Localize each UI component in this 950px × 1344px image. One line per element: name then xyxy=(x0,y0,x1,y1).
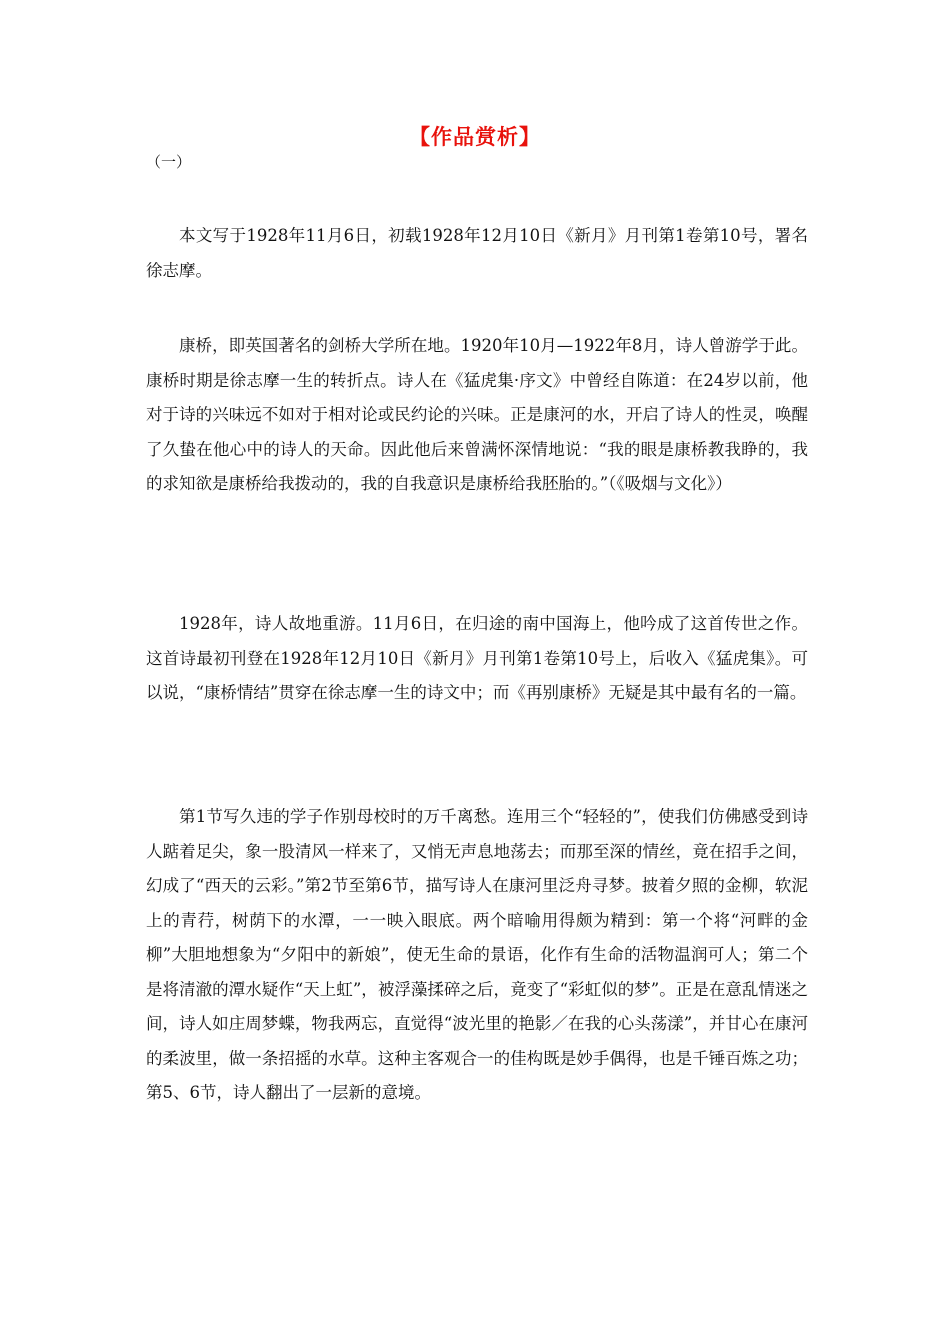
paragraph: 1928年，诗人故地重游。11月6日，在归途的南中国海上，他吟成了这首传世之作。这首诗最初刊登在1928年12月10日《新月》月刊第1卷第10号上，后收入《猛虎集》。可以说，“康桥情结”贯穿在徐志摩一生的诗文中；而《再别康桥》无疑是其中最有名的一篇。 xyxy=(146,614,808,702)
paragraph: 第1节写久违的学子作别母校时的万千离愁。连用三个“轻轻的”，使我们仿佛感受到诗人踮着足尖，象一股清风一样来了，又悄无声息地荡去；而那至深的情丝，竟在招手之间，幻成了“西天的云彩。”第2节至第6节，描写诗人在康河里泛舟寻梦。披着夕照的金柳，软泥上的青荇，树荫下的水潭，一一映入眼底。两个暗喻用得颇为精到：第一个将“河畔的金柳”大胆地想象为“夕阳中的新娘”，使无生命的景语，化作有生命的活物温润可人；第二个是将清澈的潭水疑作“天上虹”，被浮藻揉碎之后，竟变了“彩虹似的梦”。正是在意乱情迷之间，诗人如庄周梦蝶，物我两忘，直觉得“波光里的艳影／在我的心头荡漾”，并甘心在康河的柔波里，做一条招摇的水草。这种主客观合一的佳构既是妙手偶得，也是千锤百炼之功；第5、6节，诗人翻出了一层新的意境。 xyxy=(146,807,808,1102)
document-title: 【作品赏析】 xyxy=(409,124,541,149)
paragraph: 康桥，即英国著名的剑桥大学所在地。1920年10月—1922年8月，诗人曾游学于此。康桥时期是徐志摩一生的转折点。诗人在《猛虎集·序文》中曾经自陈道：在24岁以前，他对于诗的兴味远不如对于相对论或民约论的兴味。正是康河的水，开启了诗人的性灵，唤醒了久蛰在他心中的诗人的天命。因此他后来曾满怀深情地说：“我的眼是康桥教我睁的，我的求知欲是康桥给我拨动的，我的自我意识是康桥给我胚胎的。”（《吸烟与文化》） xyxy=(146,336,808,493)
paragraph: 本文写于1928年11月6日，初载1928年12月10日《新月》月刊第1卷第10号，署名徐志摩。 xyxy=(146,226,808,280)
section-label: （一） xyxy=(146,153,192,171)
